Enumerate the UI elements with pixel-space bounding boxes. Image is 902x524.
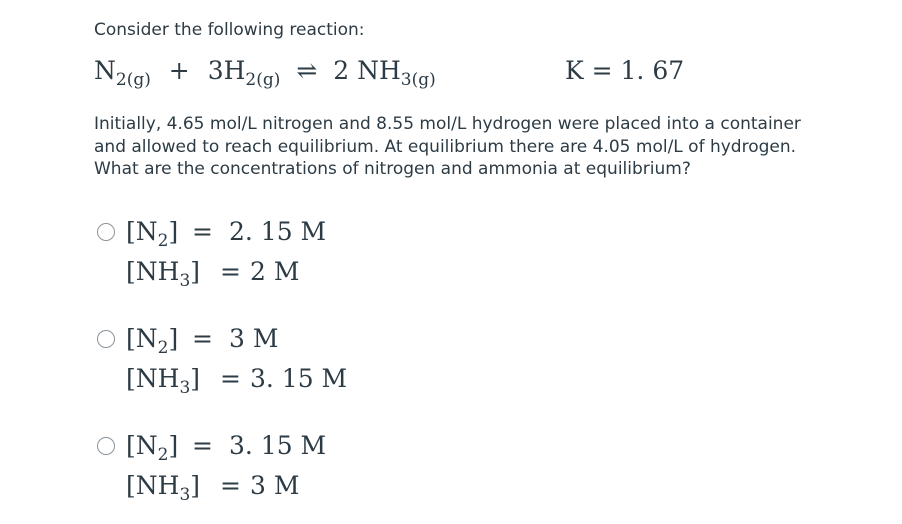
n2-subscript: 2 <box>157 231 169 251</box>
plus-sign: + <box>168 56 190 85</box>
reactant-n2-subscript: 2(g) <box>115 70 151 90</box>
answer-choice-1[interactable] <box>94 217 494 307</box>
product-nh3-subscript: 3(g) <box>400 70 436 90</box>
equals-sign: = <box>192 217 213 246</box>
equals-sign: = <box>192 431 213 460</box>
n2-subscript: 2 <box>157 445 169 465</box>
n2-value: 2. 15 M <box>229 217 327 246</box>
nh3-subscript: 3 <box>179 378 191 398</box>
nh3-value: 2 M <box>250 257 300 286</box>
answer-choice-3[interactable] <box>94 431 494 521</box>
radio-button-icon[interactable] <box>97 437 115 455</box>
n2-label: [N <box>126 431 158 460</box>
reactant-h2-subscript: 2(g) <box>245 70 281 90</box>
nh3-value: 3 M <box>250 471 300 500</box>
n2-label: [N <box>126 324 158 353</box>
n2-value: 3. 15 M <box>229 431 327 460</box>
n2-concentration-row <box>126 217 327 251</box>
equals-sign: = <box>220 364 241 393</box>
answer-choice-2[interactable] <box>94 324 494 414</box>
radio-button-icon[interactable] <box>97 330 115 348</box>
nh3-label: [NH <box>126 471 180 500</box>
nh3-subscript: 3 <box>179 271 191 291</box>
n2-bracket-close: ] <box>168 431 179 460</box>
reactant-h2: 3H <box>207 56 246 85</box>
nh3-concentration-row <box>126 471 300 505</box>
n2-value: 3 M <box>229 324 279 353</box>
n2-subscript: 2 <box>157 338 169 358</box>
nh3-bracket-close: ] <box>190 471 201 500</box>
n2-concentration-row <box>126 431 327 465</box>
product-nh3: 2 NH <box>333 56 401 85</box>
nh3-bracket-close: ] <box>190 257 201 286</box>
nh3-label: [NH <box>126 257 180 286</box>
equals-sign: = <box>192 324 213 353</box>
question-intro: Consider the following reaction: <box>94 20 365 40</box>
n2-label: [N <box>126 217 158 246</box>
n2-concentration-row <box>126 324 279 358</box>
nh3-concentration-row <box>126 364 348 398</box>
question-body: Initially, 4.65 mol/L nitrogen and 8.55 mol/L hydrogen were placed into a container and allowed to reach equilibrium. At equilibrium there are 4.05 mol/L of hydrogen. What are the concentrations of nitrogen and ammonia at equilibrium? <box>94 114 801 179</box>
n2-bracket-close: ] <box>168 217 179 246</box>
nh3-value: 3. 15 M <box>250 364 348 393</box>
n2-bracket-close: ] <box>168 324 179 353</box>
reaction-equation <box>94 56 436 90</box>
nh3-bracket-close: ] <box>190 364 201 393</box>
reactant-n2: N <box>94 56 116 85</box>
equilibrium-constant: K = 1. 67 <box>565 56 685 85</box>
nh3-label: [NH <box>126 364 180 393</box>
radio-button-icon[interactable] <box>97 223 115 241</box>
nh3-subscript: 3 <box>179 485 191 505</box>
nh3-concentration-row <box>126 257 300 291</box>
equals-sign: = <box>220 257 241 286</box>
equilibrium-arrow-icon: ⇌ <box>296 56 318 85</box>
equals-sign: = <box>220 471 241 500</box>
